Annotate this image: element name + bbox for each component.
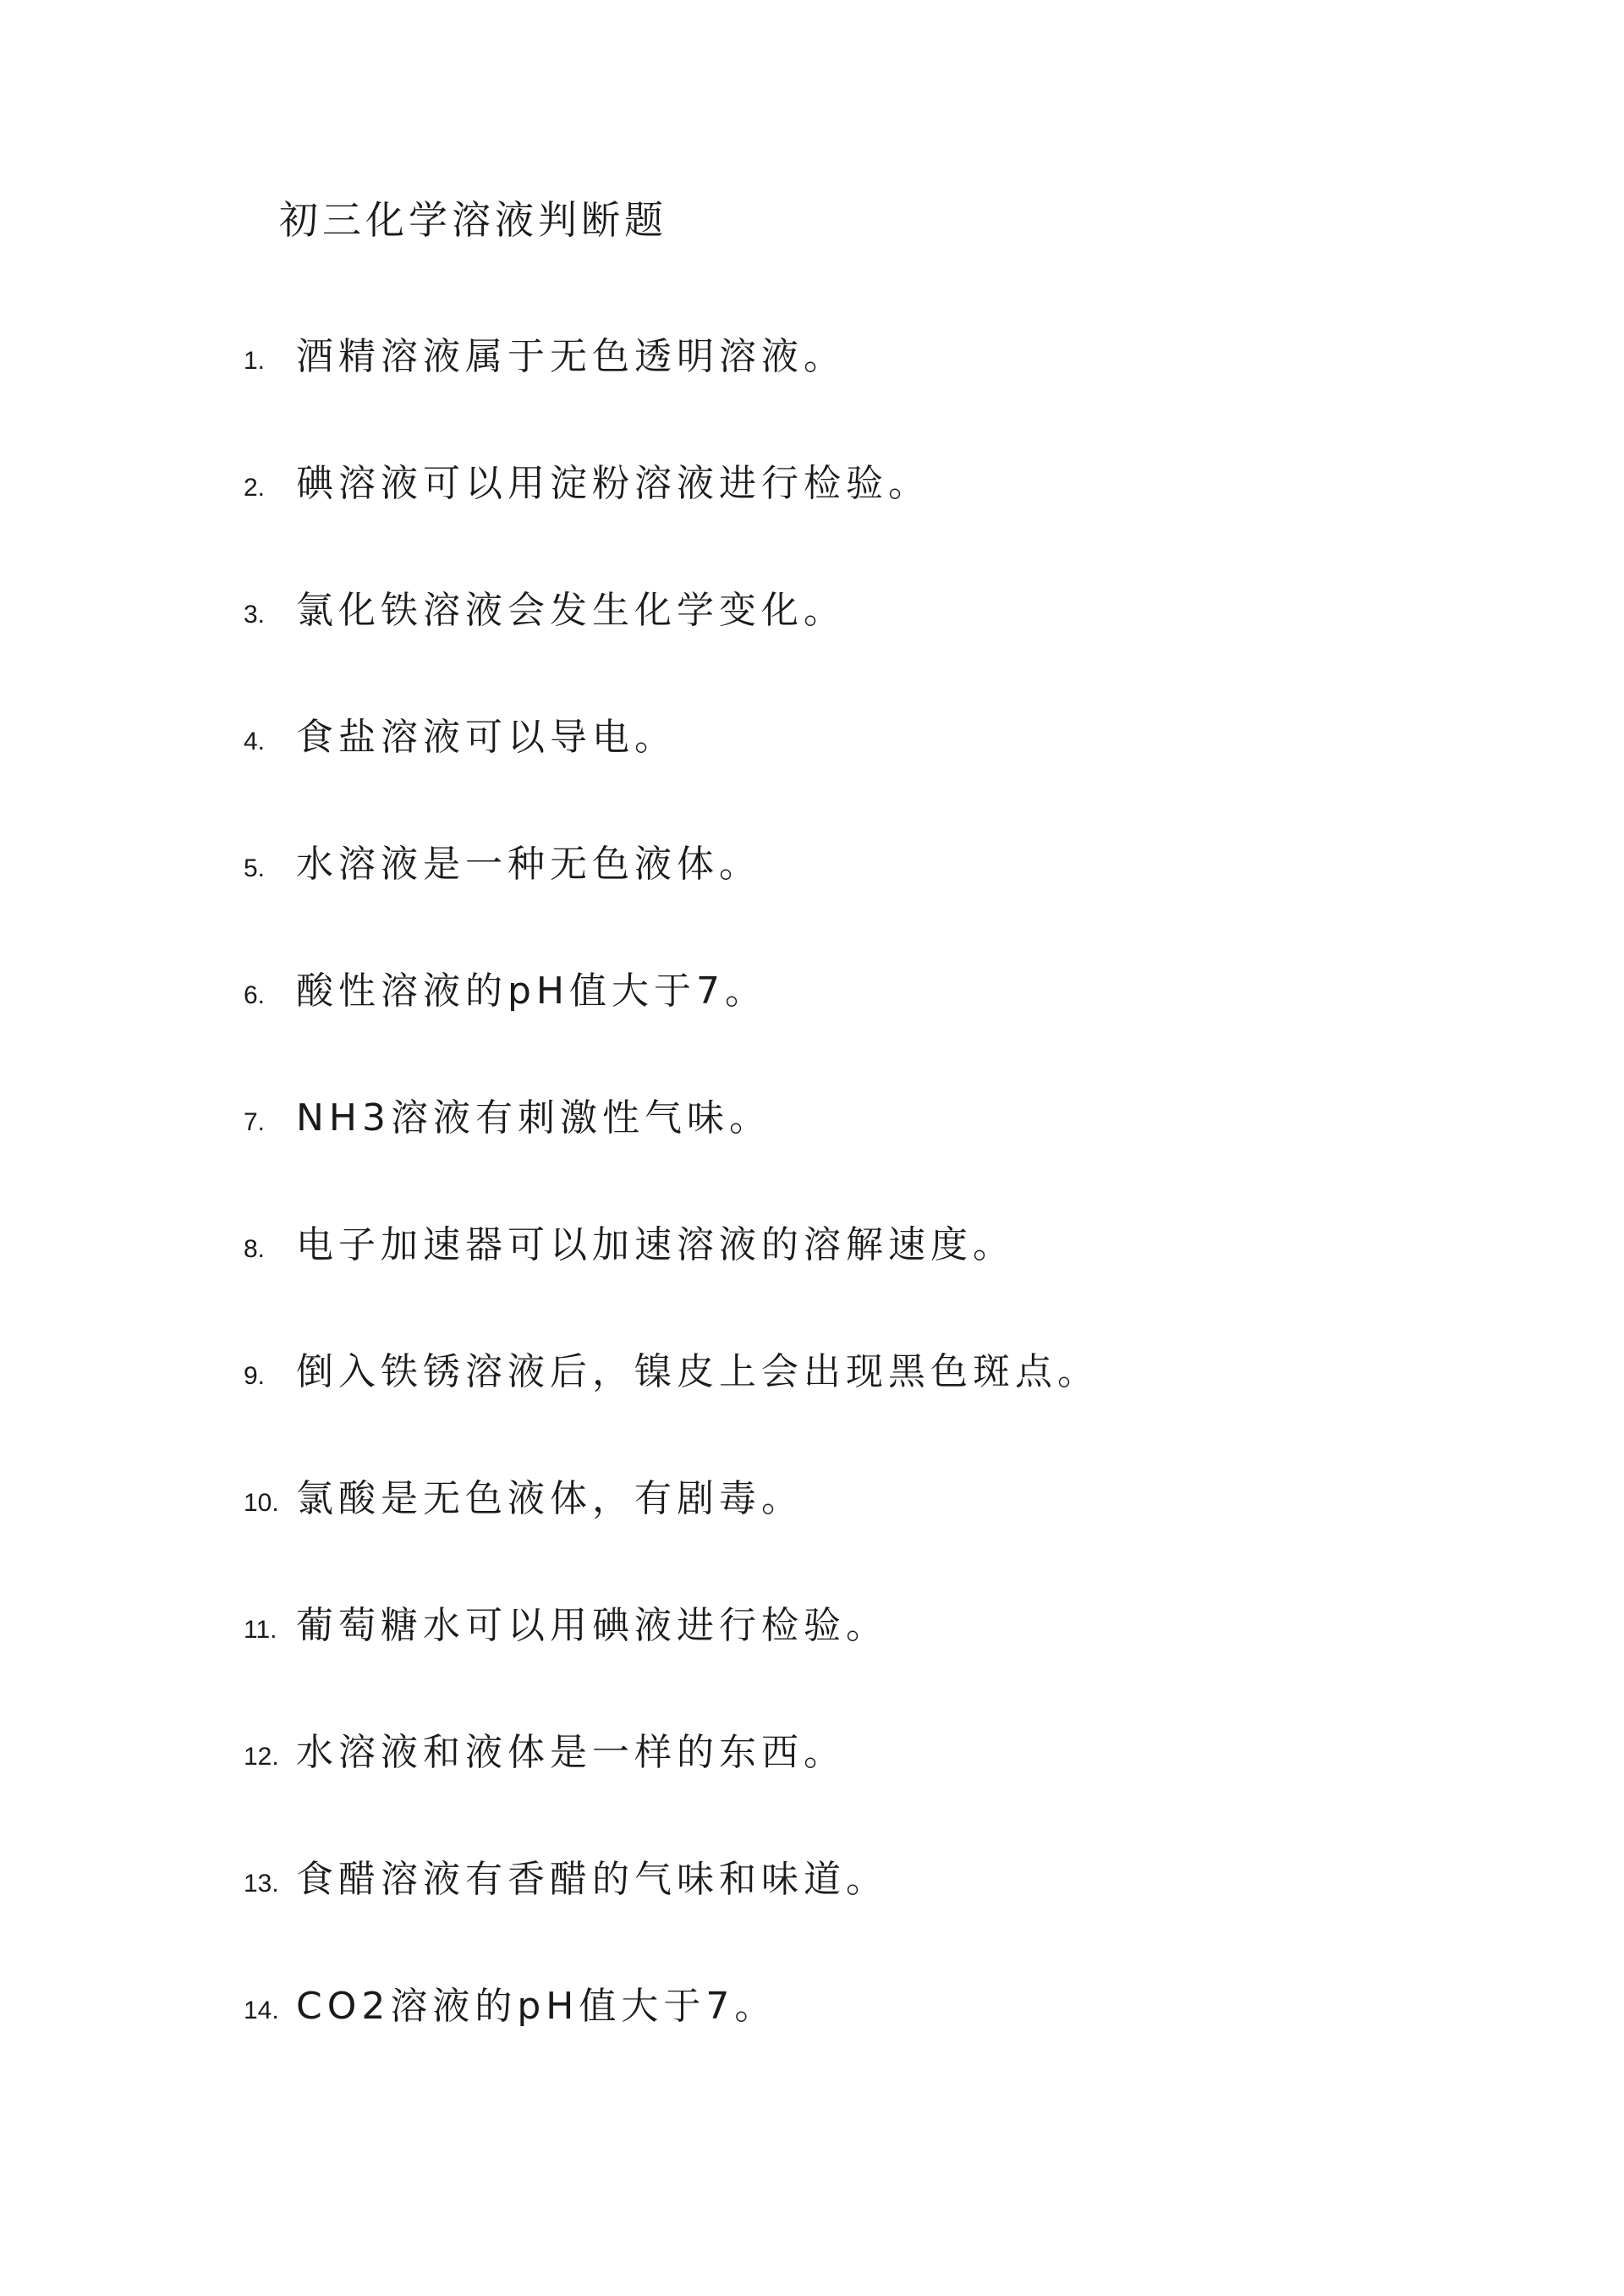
question-number: 9.: [244, 1362, 266, 1390]
question-item-2: [244, 453, 1100, 579]
question-number: 4.: [244, 728, 266, 755]
question-number: 11.: [244, 1616, 277, 1644]
question-number: 5.: [244, 854, 266, 882]
question-item-10: [244, 1468, 1100, 1595]
question-text: 水溶液和液体是一样的东西。: [296, 1731, 846, 1774]
question-text: 食醋溶液有香醋的气味和味道。: [296, 1858, 888, 1901]
question-item-1: [244, 326, 1100, 453]
question-text: 倒入铁锈溶液后，镍皮上会出现黑色斑点。: [296, 1350, 1100, 1393]
question-item-3: [244, 579, 1100, 706]
question-text: 碘溶液可以用淀粉溶液进行检验。: [296, 462, 930, 505]
question-number: 7.: [244, 1108, 266, 1136]
question-text: 酒精溶液属于无色透明溶液。: [296, 335, 846, 378]
question-text: 氯化铁溶液会发生化学变化。: [296, 589, 846, 632]
question-number: 12.: [244, 1743, 279, 1771]
question-text: 水溶液是一种无色液体。: [296, 843, 761, 886]
question-number: 13.: [244, 1870, 279, 1898]
question-text: 食盐溶液可以导电。: [296, 716, 677, 759]
question-item-5: [244, 833, 1100, 960]
question-item-9: [244, 1341, 1100, 1468]
question-text: CO2溶液的pH值大于7。: [296, 1985, 777, 2028]
question-list: [244, 326, 1100, 2102]
question-number: 6.: [244, 981, 266, 1009]
question-number: 1.: [244, 347, 266, 375]
question-item-7: [244, 1087, 1100, 1214]
question-text: NH3溶液有刺激性气味。: [296, 1096, 771, 1140]
question-item-11: [244, 1595, 1100, 1722]
question-item-14: [244, 1975, 1100, 2102]
question-item-13: [244, 1848, 1100, 1975]
question-number: 10.: [244, 1489, 279, 1517]
question-item-8: [244, 1214, 1100, 1341]
question-number: 3.: [244, 601, 266, 629]
question-text: 葡萄糖水可以用碘液进行检验。: [296, 1604, 888, 1647]
question-text: 氯酸是无色液体，有剧毒。: [296, 1477, 804, 1520]
question-number: 8.: [244, 1235, 266, 1263]
document-title: 初三化学溶液判断题: [279, 197, 667, 243]
question-text: 酸性溶液的pH值大于7。: [296, 969, 768, 1013]
question-text: 电子加速器可以加速溶液的溶解速度。: [296, 1223, 1015, 1266]
question-number: 2.: [244, 474, 266, 502]
question-item-6: [244, 960, 1100, 1087]
question-number: 14.: [244, 1997, 279, 2024]
question-item-12: [244, 1722, 1100, 1848]
question-item-4: [244, 706, 1100, 833]
